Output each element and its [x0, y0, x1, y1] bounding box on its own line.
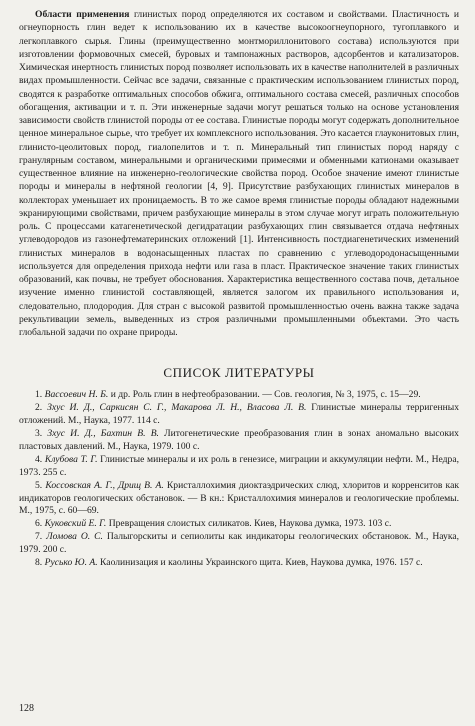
reference-number: 6. [35, 518, 43, 530]
page-number: 128 [19, 703, 34, 714]
reference-authors: Куковский Е. Г. [44, 518, 107, 530]
reference-authors: Клубова Т. Г. [44, 453, 98, 465]
reference-item [19, 454, 459, 480]
reference-item [19, 389, 459, 402]
reference-authors: Коссовская А. Г., Дрищ В. А. [45, 479, 164, 491]
reference-number: 5. [35, 479, 43, 491]
reference-item [19, 557, 459, 570]
reference-authors: Зхус И. Д., Саркисян С. Г., Макарова Л. Н., Власова Л. В. [47, 402, 307, 414]
reference-number: 8. [35, 557, 43, 569]
paragraph-text: глинистых пород определяются их составом и свойствами. Пластичность и огнеупорность глин ведет к использованию их в качестве высокоогнеупорного, тугоплавкого и легкоплавкого сырья. Глины (преимущественно монтмориллонитового состава) используются при изготовлении формовочных смесей, буровых и тампонажных растворов, адсорбентов и катализаторов. Химическая инертность глинистых пород позволяет использовать их в качестве наполнителей в различных видах промышленности. Сейчас все задачи, связанные с практическим использованием глинистых пород, сводятся к разработке оптимальных способов обжига, оптимального состава смесей, различных способов обогащения, активации и т. п. Эти инженерные задачи могут решаться только на основе установления зависимости свойств глинистой породы от ее состава. Глинистые породы могут содержать дополнительное ценное минеральное сырье, что требует их комплексного использования. Это касается глауконитовых глин, глинисто-цеолитовых пород, гиалопелитов и т. п. Минеральный тип глинистых пород наряду с гранулярным составом, минеральными и органическими примесями и обменными катионами оказывает существенное влияние на инженерно-геологические свойства пород. Особое значение имеют глинистые породы и минералы в нефтяной геологии [4, 9]. Присутствие разбухающих глинистых минералов в коллекторах уменьшает их проницаемость. В то же самое время глинистые породы обладают надежными экранирующими свойствами, причем разбухающие минералы в этом случае могут играть положительную роль. С процессами катагенетической дегидратации разбухающих глин связывается отдача нефтяных углеводородов из газонефтематеринских отложений [1]. Интенсивность постдиагенетических изменений глинистых минералов в водонасыщенных пластах по сравнению с углеводородонасыщенными используется для определения прихода нефти или газа в пласт. Практическое значение таких глинистых образований, как почвы, не требует обоснования. Характеристика вещественного состава почв, детальное изучение именно глинистой составляющей, является залогом их правильного использования и, следовательно, плодородия. Для стран с высокой развитой промышленностью очень важна также задача рекультивации земель, выведенных из строя различными промышленными объектами. Это часть глобальной задачи по охране природы. [19, 9, 459, 338]
reference-details: Палыгорскиты и сепиолиты как индикаторы геологических обстановок. М., Наука, 1979. 200 с. [19, 531, 459, 556]
reference-item [19, 428, 459, 454]
reference-number: 3. [35, 427, 43, 439]
reference-details: Глинистые минералы терригенных отложений. М., Наука, 1977. 114 с. [19, 402, 459, 427]
reference-number: 7. [35, 531, 43, 543]
reference-authors: Русько Ю. А. [44, 557, 98, 569]
reference-details: Каолинизация и каолины Украинского щита. Киев, Наукова думка, 1976. 157 с. [97, 557, 423, 569]
reference-details: Кристаллохимия диоктаэдрических слюд, хлоритов и корренситов как индикаторов геологических обстановок. — В кн.: Кристаллохимия минералов и геологические проблемы. М., 1975, с. 60—69. [19, 479, 459, 517]
paragraph-lead: Области применения [35, 9, 130, 20]
references-list [19, 389, 459, 570]
reference-details: и др. Роль глин в нефтеобразовании. — Сов. геология, № 3, 1975, с. 15—29. [108, 389, 421, 401]
references-heading: СПИСОК ЛИТЕРАТУРЫ [163, 365, 315, 381]
reference-item [19, 402, 459, 428]
reference-details: Глинистые минералы и их роль в генезисе, миграции и аккумуляции нефти. М., Недра, 1973. 255 с. [19, 453, 459, 478]
reference-details: Литогенетические преобразования глин в зонах аномально высоких пластовых давлений. М., Наука, 1979. 100 с. [19, 427, 459, 452]
reference-number: 4. [35, 453, 43, 465]
reference-item [19, 480, 459, 519]
reference-item [19, 518, 459, 531]
reference-details: Превращения слоистых силикатов. Киев, Наукова думка, 1973. 103 с. [106, 518, 392, 530]
reference-authors: Ломова О. С. [46, 531, 103, 543]
reference-authors: Вассоевич Н. Б. [44, 389, 109, 401]
reference-number: 1. [35, 389, 43, 401]
body-paragraph [19, 8, 459, 339]
reference-item [19, 531, 459, 557]
reference-number: 2. [35, 402, 43, 414]
reference-authors: Зхус И. Д., Бахтин В. В. [47, 427, 159, 439]
